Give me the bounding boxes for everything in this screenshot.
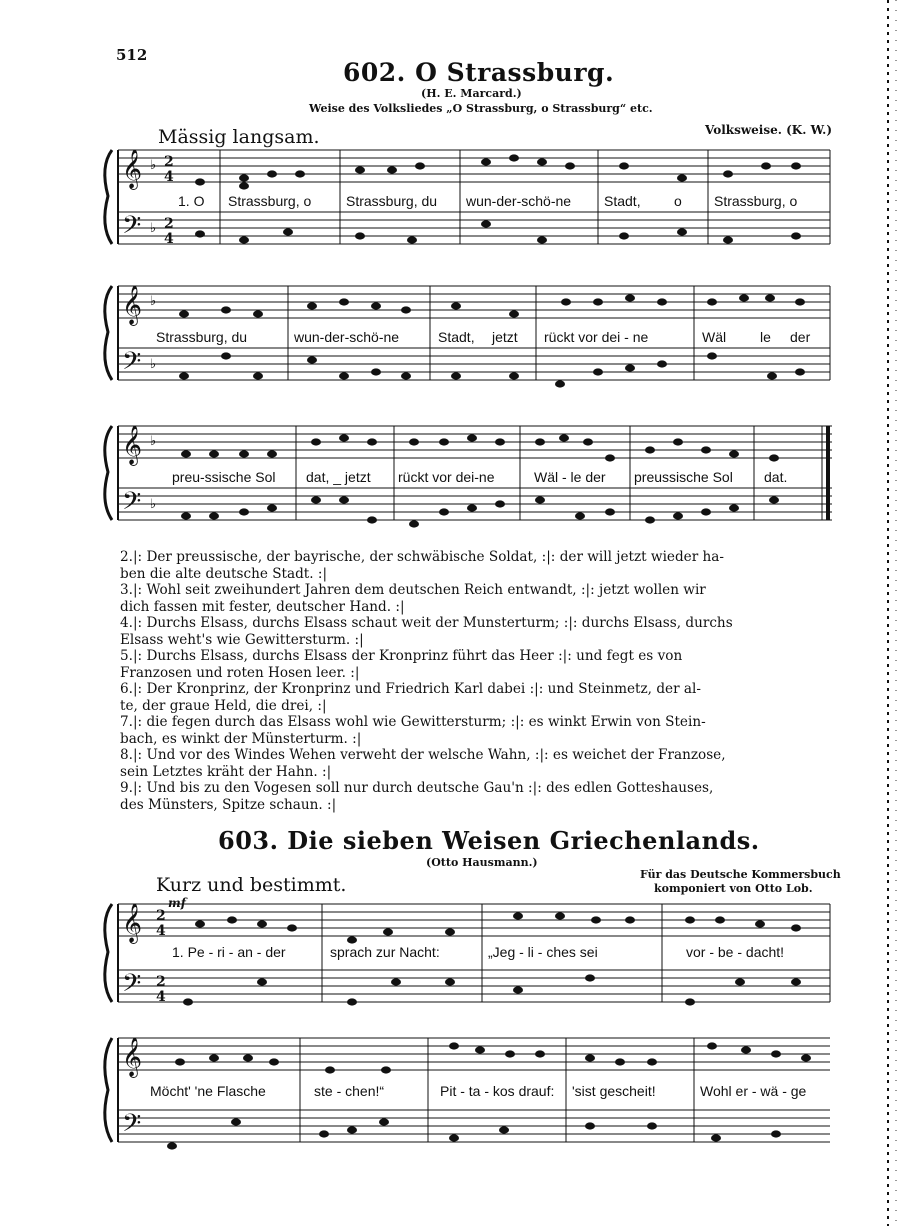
song-603-tempo: Kurz und bestimmt.: [156, 874, 347, 896]
song-602-tune-note: Weise des Volksliedes „O Strassburg, o Strassburg“ etc.: [309, 102, 653, 115]
verse-line: 7.|: die fegen durch das Elsass wohl wie Gewittersturm; :|: es winkt Erwin von Stein-: [120, 714, 706, 730]
dynamic-mark: mf: [168, 896, 186, 910]
lyric-2-7: le: [760, 329, 771, 345]
lyric-4-4: vor - be - dacht!: [686, 944, 785, 960]
svg-text:4: 4: [164, 169, 174, 185]
lyric-2-8: der: [790, 329, 811, 345]
svg-text:𝄞: 𝄞: [122, 149, 143, 189]
svg-text:♭: ♭: [150, 221, 157, 236]
lyric-3-5: preussische Sol: [634, 469, 733, 485]
verse-line: bach, es winkt der Münsterturm. :|: [120, 730, 362, 747]
lyric-1-1: 1. O: [178, 193, 205, 209]
lyric-4-2: sprach zur Nacht:: [330, 944, 440, 960]
svg-text:𝄞: 𝄞: [122, 1037, 143, 1077]
svg-text:♭: ♭: [150, 158, 157, 173]
verse-line: 4.|: Durchs Elsass, durchs Elsass schaut weit der Munsterturm; :|: durchs Elsass, durchs: [120, 615, 733, 631]
svg-text:2: 2: [164, 154, 174, 170]
song-602-verses: [120, 549, 832, 813]
verse-line: des Münsters, Spitze schaun. :|: [120, 796, 337, 813]
verse-line: sein Letztes kräht der Hahn. :|: [120, 763, 332, 780]
lyric-2-4: jetzt: [492, 329, 518, 345]
verse-line: 9.|: Und bis zu den Vogesen soll nur durch deutsche Gau'n :|: des edlen Gotteshauses,: [120, 780, 714, 796]
svg-text:4: 4: [164, 231, 174, 247]
verse-line: 6.|: Der Kronprinz, der Kronprinz und Friedrich Karl dabei :|: und Steinmetz, der al-: [120, 681, 701, 697]
svg-text:♭: ♭: [150, 357, 157, 372]
page-number: 512: [116, 46, 148, 64]
lyric-1-3: Strassburg, du: [346, 193, 438, 209]
verse-line: 8.|: Und vor des Windes Wehen verweht der welsche Wahn, :|: es weichet der Franzose,: [120, 747, 726, 763]
svg-text:2: 2: [164, 216, 174, 232]
lyric-5-3: Pit - ta - kos drauf:: [440, 1083, 555, 1099]
lyric-1-2: Strassburg, o: [228, 193, 312, 209]
song-603-title: 603. Die sieben Weisen Griechenlands.: [218, 826, 760, 855]
svg-text:𝄢: 𝄢: [122, 211, 142, 246]
svg-text:4: 4: [156, 989, 166, 1005]
verse-line: 5.|: Durchs Elsass, durchs Elsass der Kronprinz führt das Heer :|: und fegt es von: [120, 648, 683, 664]
lyric-5-1: Möcht' 'ne Flasche: [150, 1083, 266, 1099]
song-603-credit-2: komponiert von Otto Lob.: [654, 882, 813, 895]
svg-text:♭: ♭: [150, 294, 157, 309]
verse-line: 3.|: Wohl seit zweihundert Jahren dem deutschen Reich entwandt, :|: jetzt wollen wir: [120, 582, 706, 598]
svg-text:𝄞: 𝄞: [122, 425, 143, 465]
lyric-5-5: Wohl er - wä - ge: [700, 1083, 807, 1099]
lyric-1-5: Stadt,: [604, 193, 641, 209]
lyric-3-1: preu-ssische Sol: [172, 469, 276, 485]
lyric-3-3: rückt vor dei-ne: [398, 469, 495, 485]
lyric-2-2: wun-der-schö-ne: [294, 329, 400, 345]
song-602-author: (H. E. Marcard.): [421, 87, 522, 100]
svg-text:𝄢: 𝄢: [122, 969, 142, 1004]
svg-text:♭: ♭: [150, 497, 157, 512]
verse-line: dich fassen mit fester, deutscher Hand. :|: [120, 598, 405, 615]
svg-text:2: 2: [156, 974, 166, 990]
lyric-2-6: Wäl: [702, 329, 727, 345]
lyric-4-3: „Jeg - li - ches sei: [488, 944, 598, 960]
svg-text:𝄢: 𝄢: [122, 1109, 142, 1144]
lyric-4-1: 1. Pe - ri - an - der: [172, 944, 286, 960]
verse-line: te, der graue Held, die drei, :|: [120, 697, 327, 714]
lyric-3-6: dat.: [764, 469, 788, 485]
svg-text:4: 4: [156, 923, 166, 939]
song-603-author: (Otto Hausmann.): [426, 856, 538, 869]
lyric-2-1: Strassburg, du: [156, 329, 248, 345]
song-602-title: 602. O Strassburg.: [343, 58, 615, 87]
svg-text:2: 2: [156, 908, 166, 924]
svg-text:𝄢: 𝄢: [122, 487, 142, 522]
verse-line: 2.|: Der preussische, der bayrische, der schwäbische Soldat, :|: der will jetzt wieder ha-: [120, 549, 724, 565]
lyric-1-4: wun-der-schö-ne: [466, 193, 572, 209]
lyric-1-6: o: [674, 193, 682, 209]
verse-line: ben die alte deutsche Stadt. :|: [120, 565, 328, 582]
svg-text:𝄢: 𝄢: [122, 347, 142, 382]
song-602-source: Volksweise. (K. W.): [705, 123, 833, 137]
lyric-2-5: rückt vor dei - ne: [544, 329, 649, 345]
lyric-2-3: Stadt,: [438, 329, 475, 345]
svg-text:♭: ♭: [150, 434, 157, 449]
page-binding-edge: [876, 0, 900, 1226]
svg-text:𝄞: 𝄞: [122, 903, 143, 943]
song-602-tempo: Mässig langsam.: [158, 126, 320, 148]
lyric-3-4: Wäl - le der: [534, 469, 606, 485]
song-603-credit-1: Für das Deutsche Kommersbuch: [640, 868, 841, 881]
verse-line: Elsass weht's wie Gewittersturm. :|: [120, 631, 364, 648]
verse-line: Franzosen und roten Hosen leer. :|: [120, 664, 360, 681]
lyric-3-2: dat, _ jetzt: [306, 469, 371, 485]
lyric-5-4: 'sist gescheit!: [572, 1083, 656, 1099]
lyric-5-2: ste - chen!“: [314, 1083, 385, 1099]
lyric-1-7: Strassburg, o: [714, 193, 798, 209]
svg-text:𝄞: 𝄞: [122, 285, 143, 325]
